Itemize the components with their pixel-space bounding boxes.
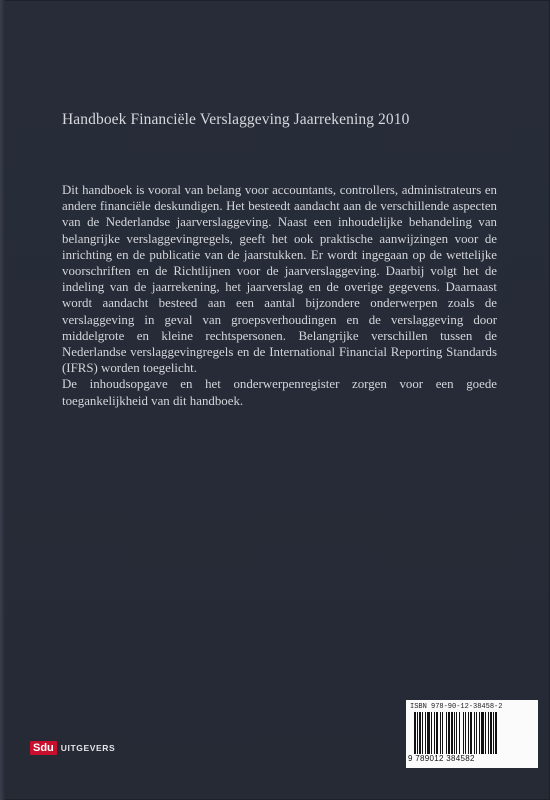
- barcode-bar: [493, 712, 494, 754]
- barcode-bar: [476, 712, 477, 754]
- barcode-bar: [470, 712, 472, 754]
- barcode-bar: [431, 712, 432, 754]
- barcode-bar: [440, 712, 441, 754]
- barcode-bar: [468, 712, 469, 754]
- publisher-name: UITGEVERS: [60, 743, 116, 753]
- back-cover-blurb: [62, 182, 497, 409]
- barcode-bar: [442, 712, 443, 754]
- barcode-bar: [434, 712, 435, 754]
- barcode-bar: [490, 712, 492, 754]
- barcode-bar: [456, 712, 457, 754]
- barcode-bar: [488, 712, 489, 754]
- barcode-bar: [479, 712, 480, 754]
- barcode-digits: 9 789012 384582: [408, 754, 475, 763]
- barcode-bar: [425, 712, 426, 754]
- barcode-bar: [446, 712, 447, 754]
- barcode-bar: [474, 712, 475, 754]
- barcode-bar: [454, 712, 455, 754]
- cover-edge: [0, 0, 5, 800]
- barcode-bar: [422, 712, 423, 754]
- barcode-bar: [419, 712, 421, 754]
- barcode-bar: [436, 712, 438, 754]
- barcode-bar: [495, 712, 497, 754]
- barcode-bar: [481, 712, 484, 754]
- barcode-bar: [485, 712, 486, 754]
- barcode-bar: [414, 712, 416, 754]
- barcode-bar: [417, 712, 418, 754]
- blurb-paragraph-1: Dit handboek is vooral van belang voor accountants, controllers, administrateurs en andere financiële deskundigen. Het besteedt aandacht aan de verschillende aspecten van de Nederlandse jaarverslaggeving. Naast een inhoudelijke behandeling van belangrijke verslaggevingregels, geeft het ook praktische aanwijzingen voor de inrichting en de publicatie van de jaarstukken. Er wordt ingegaan op de wettelijke voorschriften en de Richtlijnen voor de jaarverslaggeving. Daarbij volgt het de indeling van de jaarrekening, het jaarverslag en de overige gegevens. Daarnaast wordt aandacht besteed aan een aantal bijzondere onderwerpen zoals de verslaggeving in geval van groepsverhoudingen en de verslaggeving door middelgrote en kleine rechtspersonen. Belangrijke verschillen tussen de Nederlandse verslaggevingregels en de International Financial Reporting Standards (IFRS) worden toegelicht.: [62, 183, 497, 376]
- publisher-logo: [30, 741, 115, 755]
- barcode-bar: [463, 712, 464, 754]
- barcode-bar: [465, 712, 466, 754]
- barcode-bar: [448, 712, 450, 754]
- barcode-bars-icon: [414, 712, 532, 754]
- barcode-bar: [459, 712, 460, 754]
- isbn-label: ISBN 978-90-12-38458-2: [410, 703, 503, 711]
- blurb-paragraph-2: De inhoudsopgave en het onderwerpenregister zorgen voor een goede toegankelijkheid van dit handboek.: [62, 377, 497, 408]
- barcode-bar: [427, 712, 430, 754]
- book-title: Handboek Financiële Verslaggeving Jaarrekening 2010: [62, 111, 410, 128]
- isbn-barcode: [406, 700, 538, 768]
- barcode-bar: [451, 712, 453, 754]
- sdu-logo-mark: Sdu: [30, 741, 57, 755]
